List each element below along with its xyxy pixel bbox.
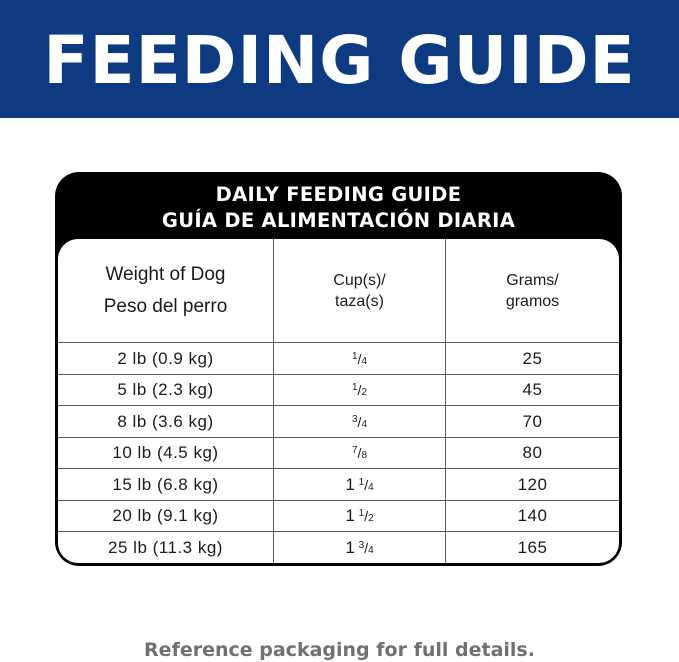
cell-grams: 25 — [522, 348, 543, 368]
cell-cups: $^3$/4 — [274, 406, 446, 438]
cell-weight: 20 lb (9.1 kg) — [58, 501, 274, 533]
page-title: FEEDING GUIDE — [43, 22, 636, 99]
cell-cups: $^1$/2 — [274, 375, 446, 407]
card-header — [55, 182, 622, 234]
cups-numerator: 1 — [351, 382, 358, 394]
cell-cups: 1 $^3$/4 — [274, 532, 446, 563]
cups-denominator: 4 — [368, 481, 374, 493]
header-grams — [446, 239, 619, 342]
table-row — [58, 468, 619, 501]
cell-weight: 8 lb (3.6 kg) — [58, 406, 274, 438]
header-banner — [0, 0, 679, 118]
feeding-guide-card — [55, 172, 622, 566]
cell-weight: 2 lb (0.9 kg) — [58, 343, 274, 375]
card-title-english: DAILY FEEDING GUIDE — [215, 183, 462, 206]
cell-weight: 15 lb (6.8 kg) — [58, 469, 274, 501]
cell-cups: 1 $^1$/2 — [274, 501, 446, 533]
table-header-row — [58, 239, 619, 342]
header-cups-es: taza(s) — [335, 292, 384, 310]
table-row — [58, 531, 619, 563]
cups-numerator: 1 — [358, 476, 365, 488]
header-grams-es: gramos — [505, 292, 560, 310]
cups-denominator: 2 — [361, 387, 367, 399]
header-weight — [58, 239, 274, 342]
cups-denominator: 2 — [368, 513, 374, 525]
cell-weight: 5 lb (2.3 kg) — [58, 375, 274, 407]
cell-weight: 10 lb (4.5 kg) — [58, 438, 274, 470]
cups-denominator: 4 — [361, 355, 367, 367]
footer-note: Reference packaging for full details. — [144, 639, 535, 661]
cups-denominator: 8 — [361, 450, 367, 462]
cell-cups: $^1$/4 — [274, 343, 446, 375]
cups-numerator: 1 — [358, 508, 365, 520]
cell-grams: 165 — [517, 537, 548, 557]
cups-whole: 1 — [345, 506, 355, 526]
cell-weight: 25 lb (11.3 kg) — [58, 532, 274, 563]
cell-grams: 70 — [522, 411, 543, 431]
card-title-spanish: GUÍA DE ALIMENTACIÓN DIARIA — [161, 209, 516, 232]
table-row — [58, 342, 619, 375]
table-row — [58, 405, 619, 438]
cell-grams: 120 — [517, 474, 548, 494]
cups-numerator: 3 — [351, 413, 358, 425]
header-grams-en: Grams/ — [506, 271, 559, 289]
cups-denominator: 4 — [361, 418, 367, 430]
header-weight-en: Weight of Dog — [105, 263, 226, 285]
header-weight-es: Peso del perro — [103, 295, 228, 317]
cell-grams: 45 — [522, 380, 543, 400]
cell-grams: 80 — [522, 443, 543, 463]
header-cups — [274, 239, 446, 342]
cups-denominator: 4 — [368, 544, 374, 556]
header-cups-en: Cup(s)/ — [333, 271, 386, 289]
table-row — [58, 500, 619, 533]
cell-cups: 1 $^1$/4 — [274, 469, 446, 501]
cups-whole: 1 — [345, 474, 355, 494]
cups-numerator: 3 — [358, 539, 365, 551]
table-row — [58, 374, 619, 407]
cell-grams: 140 — [517, 506, 548, 526]
cups-whole: 1 — [345, 537, 355, 557]
cups-numerator: 1 — [351, 350, 358, 362]
table-row — [58, 437, 619, 470]
feeding-table — [58, 239, 619, 563]
cell-cups: $^7$/8 — [274, 438, 446, 470]
cups-numerator: 7 — [351, 445, 358, 457]
